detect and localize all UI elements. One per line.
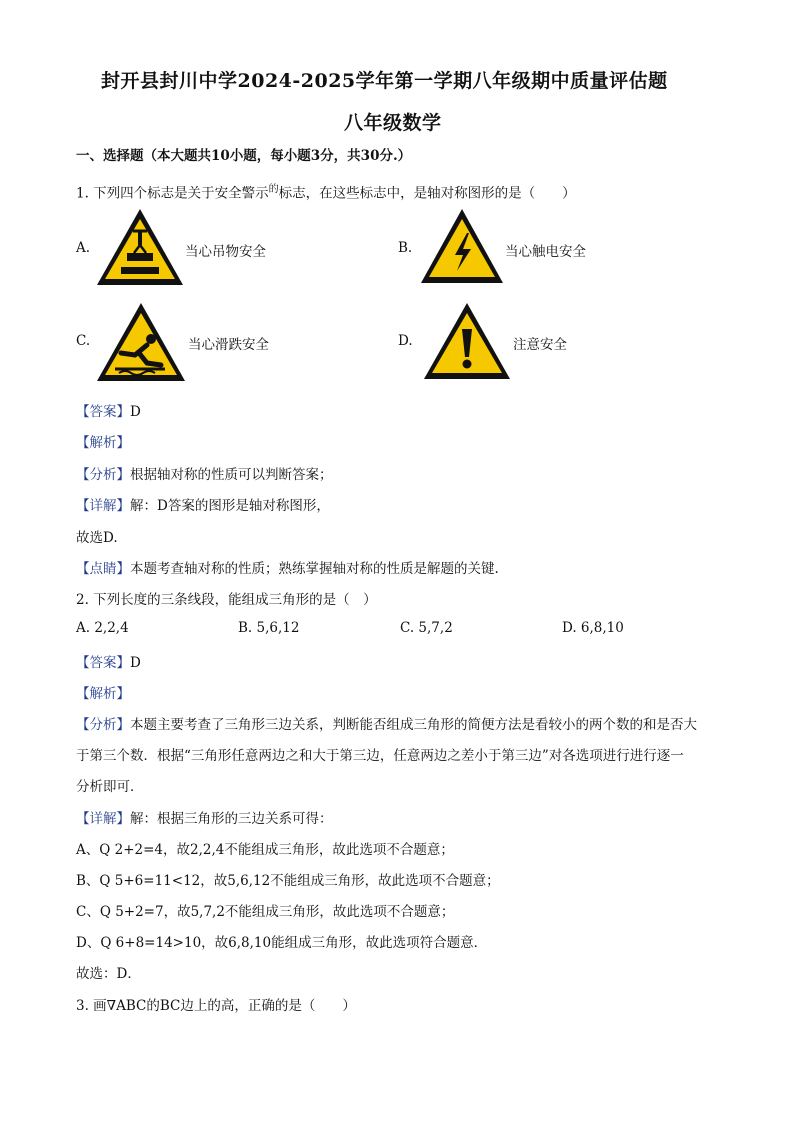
exclamation-warning-icon [422,301,512,381]
question-1-dianjing [76,557,499,577]
analysis-tag: 【解析】 [76,686,130,702]
answer-value: D [130,404,141,420]
question-2-option-d: D. 6,8,10 [562,620,624,636]
option-c-caption: 当心滑跌安全 [188,337,269,353]
answer-tag: 【答案】 [76,655,130,671]
question-2-detail-d: D、Q 6+8=14>10，故6,8,10能组成三角形，故此选项符合题意． [76,935,488,951]
question-2-xiangjie [76,807,333,827]
question-1-stem-sup: 的 [268,184,279,195]
fenxi-text: 本题主要考查了三角形三边关系，判断能否组成三角形的简便方法是看较小的两个数的和是否大 [130,717,697,733]
analysis-tag: 【解析】 [76,435,130,451]
xiangjie-text: 解：D答案的图形是轴对称图形， [130,498,330,514]
question-1-choose: 故选D. [76,530,118,546]
question-3-stem: 3. 画∇ABC的BC边上的高，正确的是（ ） [76,998,356,1014]
question-1-stem [76,180,576,202]
question-2-fenxi-line3: 分析即可． [76,779,144,795]
question-1-answer [76,400,141,420]
question-1-stem-part2: 标志，在这些标志中，是轴对称图形的是（ ） [278,185,576,202]
page-subtitle: 八年级数学 [344,112,442,134]
answer-tag: 【答案】 [76,404,130,420]
xiangjie-tag: 【详解】 [76,498,130,514]
dianjing-text: 本题考查轴对称的性质；熟练掌握轴对称的性质是解题的关键. [130,561,499,577]
question-2-fenxi-line1 [76,713,697,733]
fenxi-tag: 【分析】 [76,467,130,483]
option-d-caption: 注意安全 [513,337,567,353]
answer-value: D [130,655,141,671]
question-2-fenxi-line2: 于第三个数．根据“三角形任意两边之和大于第三边，任意两边之差小于第三边”对各选项进行进行逐一 [76,748,684,764]
xiangjie-tag: 【详解】 [76,811,130,827]
crane-load-warning-icon [95,207,185,287]
option-a-caption: 当心吊物安全 [185,244,266,260]
fenxi-tag: 【分析】 [76,717,130,733]
question-1-fenxi [76,463,333,483]
question-2-stem: 2. 下列长度的三条线段，能组成三角形的是（ ） [76,592,377,608]
section-heading: 一、选择题（本大题共10小题，每小题3分，共30分.） [76,148,412,164]
electric-shock-warning-icon [419,207,505,285]
option-b-letter: B. [398,240,413,256]
option-b-caption: 当心触电安全 [505,244,586,260]
question-2-detail-a: A、Q 2+2=4，故2,2,4不能组成三角形，故此选项不合题意； [76,842,454,858]
question-2-detail-c: C、Q 5+2=7，故5,7,2不能组成三角形，故此选项不合题意； [76,904,455,920]
option-d-letter: D. [398,333,413,349]
page-title: 封开县封川中学2024-2025学年第一学期八年级期中质量评估题 [101,70,668,92]
option-c-letter: C. [76,333,91,349]
xiangjie-text: 解：根据三角形的三边关系可得： [130,811,333,827]
question-1-stem-part1: 1. 下列四个标志是关于安全警示 [76,185,269,202]
fenxi-text: 根据轴对称的性质可以判断答案； [130,467,333,483]
question-2-choose: 故选：D． [76,966,141,982]
dianjing-tag: 【点睛】 [76,561,130,577]
question-2-detail-b: B、Q 5+6=11<12，故5,6,12不能组成三角形，故此选项不合题意； [76,873,500,889]
question-2-option-a: A. 2,2,4 [76,620,129,636]
question-2-answer [76,651,141,671]
question-2-option-b: B. 5,6,12 [238,620,300,636]
option-a-letter: A. [76,240,91,256]
question-1-xiangjie [76,494,330,514]
slippery-warning-icon [95,301,187,383]
question-2-option-c: C. 5,7,2 [400,620,453,636]
